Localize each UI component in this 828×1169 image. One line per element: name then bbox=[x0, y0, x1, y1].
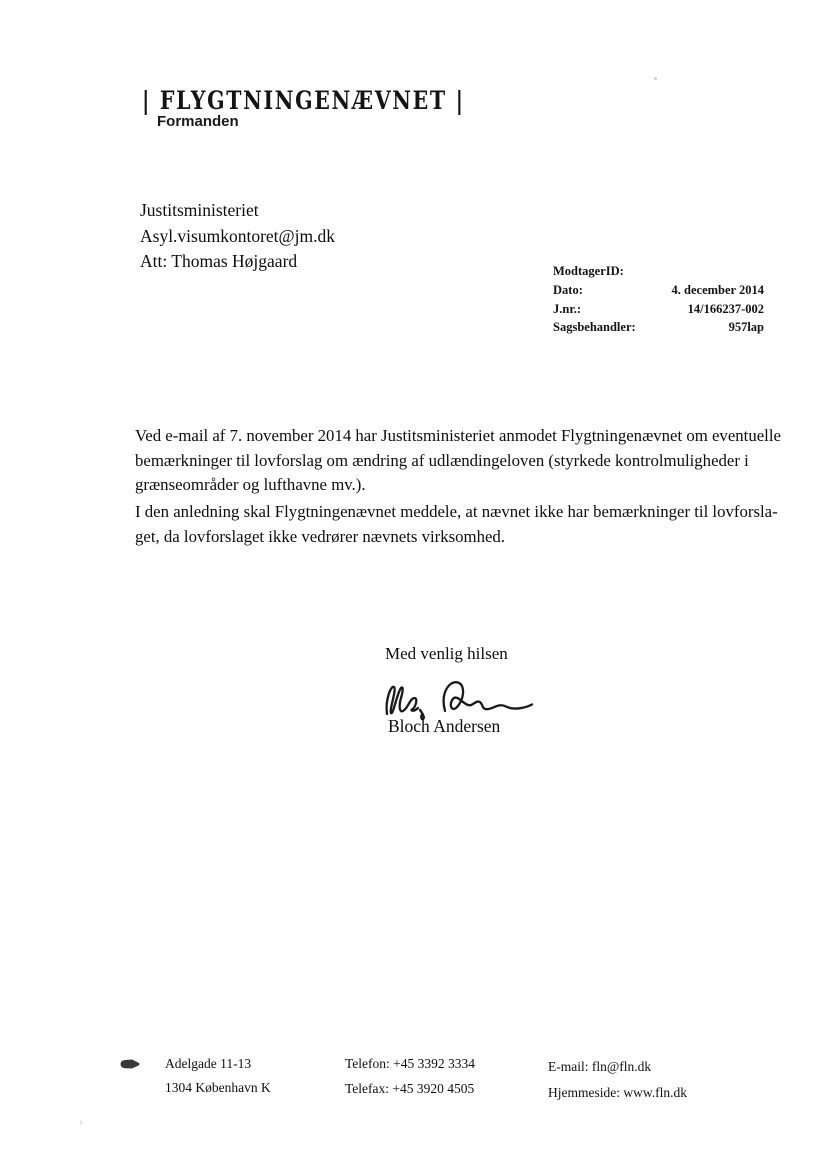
metadata-row bbox=[553, 281, 764, 300]
body-line: grænseområder og lufthavne mv.). bbox=[135, 475, 366, 495]
body-line: get, da lovforslaget ikke vedrører nævnets virksomhed. bbox=[135, 526, 506, 546]
right-arrow-icon bbox=[118, 1057, 142, 1071]
metadata-row bbox=[553, 262, 764, 281]
recipient-line: Justitsministeriet bbox=[140, 200, 259, 220]
body-line: Ved e-mail af 7. november 2014 har Justitsministeriet anmodet Flygtningenævnet om eventuelle bbox=[135, 426, 781, 445]
footer-web-block bbox=[548, 1054, 687, 1105]
closing-salutation: Med venlig hilsen bbox=[385, 644, 508, 663]
body-paragraph bbox=[135, 424, 781, 498]
scan-artifact bbox=[80, 1120, 82, 1125]
handwritten-signature-image bbox=[382, 674, 537, 720]
recipient-line: Att: Thomas Højgaard bbox=[140, 251, 298, 271]
metadata-label: Dato: bbox=[553, 282, 583, 297]
footer-phone-line: Telefon: +45 3392 3334 bbox=[345, 1056, 476, 1071]
recipient-line: Asyl.visumkontoret@jm.dk bbox=[140, 225, 336, 246]
footer-email-line: E-mail: fln@fln.dk bbox=[548, 1059, 652, 1074]
footer-address-block bbox=[165, 1052, 271, 1100]
recipient-address-block bbox=[140, 198, 335, 275]
footer-address-line: 1304 København K bbox=[165, 1080, 271, 1095]
footer-homepage-line: Hjemmeside: www.fln.dk bbox=[548, 1084, 687, 1100]
metadata-label: J.nr.: bbox=[553, 301, 582, 316]
metadata-value: 14/166237-002 bbox=[687, 301, 764, 316]
scan-artifact bbox=[654, 77, 657, 80]
metadata-value: 4. december 2014 bbox=[671, 282, 764, 297]
metadata-label: ModtagerID: bbox=[553, 264, 624, 278]
footer-address-line: Adelgade 11-13 bbox=[165, 1056, 252, 1071]
metadata-value: 957lap bbox=[728, 320, 764, 335]
metadata-label: Sagsbehandler: bbox=[553, 320, 636, 335]
letterhead-subtitle: Formanden bbox=[157, 113, 239, 130]
body-line: I den anledning skal Flygtningenævnet meddele, at nævnet ikke har bemærkninger til lovforsla- bbox=[135, 502, 778, 521]
footer-fax-line: Telefax: +45 3920 4505 bbox=[345, 1080, 475, 1096]
footer-phone-block bbox=[345, 1052, 475, 1101]
metadata-row bbox=[553, 318, 764, 337]
signatory-name: Bloch Andersen bbox=[388, 716, 501, 736]
organization-logo: | FLYGTNINGENÆVNET | bbox=[142, 86, 465, 115]
body-paragraph bbox=[135, 500, 778, 549]
body-line: bemærkninger til lovforslag om ændring af udlændingeloven (styrkede kontrolmuligheder i bbox=[135, 450, 749, 470]
metadata-row bbox=[553, 300, 764, 319]
letter-metadata-block bbox=[553, 262, 764, 337]
